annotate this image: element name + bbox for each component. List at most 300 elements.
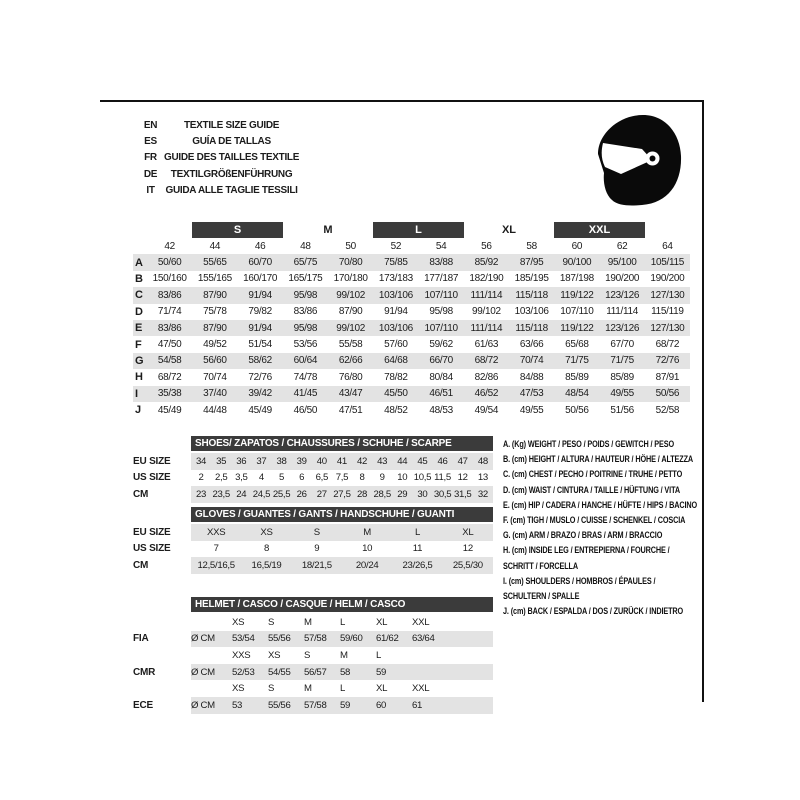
table-cell: 119/122 bbox=[560, 289, 594, 301]
table-cell: 72/76 bbox=[655, 355, 680, 367]
table-cell: Ø CM bbox=[191, 699, 215, 711]
table-cell: 127/130 bbox=[650, 289, 685, 301]
table-cell: XL bbox=[462, 526, 474, 538]
table-cell: 41/45 bbox=[293, 388, 318, 400]
table-row bbox=[133, 353, 690, 369]
table-cell bbox=[191, 614, 232, 631]
table-cell: 7 bbox=[213, 543, 219, 555]
table-cell: 47 bbox=[457, 455, 468, 467]
table-cell: 71/75 bbox=[610, 355, 634, 367]
language-table bbox=[137, 117, 299, 199]
table-cell: 66/70 bbox=[429, 355, 453, 367]
size-group-m: M bbox=[323, 224, 333, 236]
table-cell: L bbox=[340, 616, 346, 628]
table-cell: 45/49 bbox=[157, 404, 182, 416]
table-cell: E bbox=[135, 322, 143, 335]
table-cell: 90/100 bbox=[562, 257, 592, 269]
table-cell: 49/52 bbox=[203, 339, 227, 351]
table-cell: 44 bbox=[209, 240, 221, 252]
table-cell: 70/74 bbox=[203, 371, 227, 383]
table-cell: 51/54 bbox=[248, 339, 272, 351]
table-cell: 53/56 bbox=[293, 339, 318, 351]
table-cell: 63/66 bbox=[519, 339, 544, 351]
helmet-labels-table bbox=[133, 614, 191, 714]
table-cell: 107/110 bbox=[424, 322, 458, 334]
table-cell: TEXTILGRÖßENFÜHRUNG bbox=[170, 168, 293, 180]
table-cell: 95/100 bbox=[607, 257, 637, 269]
table-cell: 23 bbox=[196, 488, 207, 500]
table-cell: 70/74 bbox=[519, 355, 544, 367]
table-cell: 30,5 bbox=[433, 488, 452, 500]
table-cell: M bbox=[363, 526, 371, 538]
table-cell: 28 bbox=[357, 488, 368, 500]
table-cell bbox=[133, 238, 147, 254]
table-cell: 111/114 bbox=[606, 306, 639, 318]
table-cell: M bbox=[340, 649, 348, 661]
table-cell: 75/85 bbox=[384, 257, 408, 269]
table-cell: 59 bbox=[340, 699, 351, 711]
table-cell: 6,5 bbox=[315, 472, 329, 484]
table-cell: 50 bbox=[345, 240, 356, 252]
table-cell: 173/183 bbox=[378, 273, 413, 285]
table-cell: 54/58 bbox=[157, 355, 182, 367]
table-cell: 24,5 bbox=[252, 488, 271, 500]
size-group-s: S bbox=[192, 222, 283, 238]
table-cell: 62 bbox=[616, 240, 628, 252]
legend-item: J. (cm) BACK / ESPALDA / DOS / ZURÜCK / INDIETRO bbox=[503, 606, 684, 617]
gloves-labels-table bbox=[133, 524, 191, 574]
table-cell: J bbox=[135, 404, 141, 417]
table-cell: 56/60 bbox=[203, 355, 227, 367]
table-cell: 80/84 bbox=[429, 371, 453, 383]
table-cell: S bbox=[304, 649, 311, 661]
table-cell: 45 bbox=[417, 455, 428, 467]
table-cell: 46/50 bbox=[293, 404, 318, 416]
table-cell: 87/90 bbox=[338, 306, 363, 318]
table-row bbox=[133, 541, 191, 558]
table-cell bbox=[412, 664, 493, 681]
table-cell: 71/74 bbox=[157, 306, 182, 318]
table-row bbox=[133, 614, 191, 631]
table-cell: 2 bbox=[198, 472, 204, 484]
table-cell: 23/26,5 bbox=[402, 559, 433, 571]
table-cell: S bbox=[313, 526, 320, 538]
table-cell: 46/52 bbox=[474, 388, 499, 400]
table-cell: 119/122 bbox=[560, 322, 594, 334]
table-cell: 187/198 bbox=[559, 273, 594, 285]
legend-item: B. (cm) HEIGHT / ALTURA / HAUTEUR / HÖHE / ALTEZZA bbox=[503, 454, 694, 465]
table-row bbox=[137, 150, 299, 166]
table-row bbox=[137, 183, 299, 199]
table-cell: 54 bbox=[435, 240, 447, 252]
table-cell: 10 bbox=[362, 543, 373, 555]
helmet-title: HELMET / CASCO / CASQUE / HELM / CASCO bbox=[191, 597, 493, 612]
table-cell: 16,5/19 bbox=[251, 559, 282, 571]
table-cell: 60 bbox=[376, 699, 387, 711]
table-cell: 12 bbox=[462, 543, 473, 555]
measurement-legend bbox=[503, 437, 700, 619]
table-cell: 48/53 bbox=[429, 404, 453, 416]
helmet-row-labels bbox=[133, 614, 191, 714]
table-cell: 48 bbox=[300, 240, 311, 252]
table-cell: 2,5 bbox=[214, 472, 228, 484]
table-cell: 61/63 bbox=[474, 339, 499, 351]
shoes-title: SHOES/ ZAPATOS / CHAUSSURES / SCHUHE / SCARPE bbox=[191, 436, 493, 451]
table-cell: 58 bbox=[526, 240, 537, 252]
table-cell: C bbox=[135, 289, 143, 302]
table-cell: 107/110 bbox=[560, 306, 594, 318]
table-cell: XS bbox=[260, 526, 273, 538]
table-cell: 59/60 bbox=[340, 633, 363, 645]
table-cell: XS bbox=[232, 683, 245, 695]
table-cell: 123/126 bbox=[605, 322, 640, 334]
table-cell: 57/58 bbox=[304, 699, 327, 711]
size-group-row bbox=[133, 222, 690, 238]
table-cell: 37 bbox=[256, 455, 267, 467]
table-cell: 28,5 bbox=[373, 488, 391, 500]
table-cell: L bbox=[340, 683, 346, 695]
table-cell: TEXTILE SIZE GUIDE bbox=[183, 119, 280, 131]
table-row bbox=[191, 631, 493, 648]
table-cell: 91/94 bbox=[248, 322, 272, 334]
table-cell: 111/114 bbox=[470, 322, 503, 334]
table-row bbox=[133, 680, 191, 697]
table-cell: 34 bbox=[196, 455, 207, 467]
table-cell: 10 bbox=[397, 472, 408, 484]
legend-item: D. (cm) WAIST / CINTURA / TAILLE / HÜFTUNG / VITA bbox=[503, 484, 680, 495]
table-cell: 29 bbox=[397, 488, 408, 500]
table-cell: 84/88 bbox=[519, 371, 544, 383]
table-cell: 170/180 bbox=[333, 273, 368, 285]
table-cell: 52 bbox=[390, 240, 402, 252]
table-cell: XXL bbox=[412, 683, 430, 695]
table-cell: 105/115 bbox=[650, 257, 685, 269]
table-cell: 57/60 bbox=[384, 339, 408, 351]
table-cell: 103/106 bbox=[378, 322, 413, 334]
table-cell: 72/76 bbox=[248, 371, 272, 383]
language-list bbox=[137, 117, 299, 199]
table-row bbox=[137, 166, 299, 182]
table-cell: 123/126 bbox=[605, 289, 640, 301]
table-cell: 67/70 bbox=[610, 339, 634, 351]
table-cell: 50/60 bbox=[157, 257, 182, 269]
table-cell: 51/56 bbox=[610, 404, 634, 416]
gloves-title: GLOVES / GUANTES / GANTS / HANDSCHUHE / GUANTI bbox=[191, 507, 493, 522]
table-cell: 42 bbox=[357, 455, 368, 467]
table-cell: CM bbox=[133, 559, 149, 571]
table-cell bbox=[133, 680, 191, 697]
table-cell: 87/95 bbox=[519, 257, 544, 269]
table-cell: 41 bbox=[336, 455, 347, 467]
table-cell: 39/42 bbox=[248, 388, 272, 400]
table-cell: 83/86 bbox=[293, 306, 318, 318]
table-cell: 83/86 bbox=[157, 322, 182, 334]
table-cell: 76/80 bbox=[338, 371, 363, 383]
table-cell: 31,5 bbox=[453, 488, 472, 500]
table-cell: 62/66 bbox=[338, 355, 363, 367]
table-cell: XL bbox=[376, 616, 388, 628]
table-cell: 48/52 bbox=[384, 404, 408, 416]
table-cell: 111/114 bbox=[470, 289, 503, 301]
table-cell: 30 bbox=[417, 488, 428, 500]
shoes-row-labels bbox=[133, 453, 191, 503]
table-cell: 99/102 bbox=[471, 306, 501, 318]
table-cell: 85/89 bbox=[610, 371, 634, 383]
table-cell: 20/24 bbox=[355, 559, 379, 571]
table-cell: 35 bbox=[216, 455, 227, 467]
table-row bbox=[191, 486, 493, 503]
table-cell: Ø CM bbox=[191, 633, 215, 645]
table-cell: 47/50 bbox=[157, 339, 182, 351]
table-row bbox=[133, 486, 191, 503]
table-cell: 68/72 bbox=[655, 339, 680, 351]
table-cell: 43/47 bbox=[338, 388, 363, 400]
table-cell: GUIDE DES TAILLES TEXTILE bbox=[164, 152, 300, 164]
table-cell: 3,5 bbox=[235, 472, 248, 484]
table-row bbox=[133, 470, 191, 487]
table-cell: 103/106 bbox=[378, 289, 413, 301]
table-cell: FIA bbox=[133, 633, 149, 645]
table-row bbox=[191, 557, 493, 574]
table-cell: 55/56 bbox=[268, 699, 291, 711]
table-row bbox=[133, 647, 191, 664]
table-cell: 74/78 bbox=[293, 371, 318, 383]
shoes-table bbox=[191, 453, 493, 503]
legend-item: F. (cm) TIGH / MUSLO / CUISSE / SCHENKEL / COSCIA bbox=[503, 515, 686, 526]
table-row bbox=[191, 541, 493, 558]
table-cell: XXS bbox=[207, 526, 226, 538]
table-cell: DE bbox=[143, 168, 158, 180]
table-cell: 18/21,5 bbox=[301, 559, 332, 571]
table-cell: 190/200 bbox=[605, 273, 640, 285]
gloves-table bbox=[191, 524, 493, 574]
table-cell: B bbox=[135, 272, 143, 285]
table-cell: 63/64 bbox=[412, 633, 435, 645]
table-cell: 190/200 bbox=[650, 273, 685, 285]
table-cell: 64/68 bbox=[384, 355, 408, 367]
main-size-table bbox=[133, 238, 690, 418]
table-cell: 9 bbox=[314, 543, 320, 555]
table-cell: 9 bbox=[379, 472, 385, 484]
table-cell: 27 bbox=[316, 488, 327, 500]
table-cell: 150/160 bbox=[152, 273, 187, 285]
table-cell: 115/119 bbox=[651, 306, 684, 318]
table-row bbox=[133, 697, 191, 714]
table-cell: 82/86 bbox=[474, 371, 499, 383]
table-cell: 44/48 bbox=[203, 404, 227, 416]
table-cell: 13 bbox=[477, 472, 488, 484]
table-cell: 65/68 bbox=[565, 339, 589, 351]
table-cell bbox=[412, 647, 493, 664]
table-cell: 8 bbox=[263, 543, 270, 555]
table-cell: 83/88 bbox=[429, 257, 453, 269]
table-cell: H bbox=[135, 371, 143, 384]
table-cell: 60/70 bbox=[248, 257, 272, 269]
table-cell: 65/75 bbox=[293, 257, 318, 269]
table-cell: 95/98 bbox=[429, 306, 453, 318]
table-cell: XL bbox=[376, 683, 388, 695]
table-row bbox=[191, 697, 493, 714]
table-cell: 79/82 bbox=[248, 306, 272, 318]
table-cell: 24 bbox=[236, 488, 247, 500]
helmet-table bbox=[191, 614, 493, 714]
table-cell: 37/40 bbox=[203, 388, 227, 400]
table-cell: D bbox=[135, 305, 143, 318]
table-cell: 32 bbox=[477, 488, 488, 500]
helmet-section bbox=[133, 597, 493, 714]
table-cell: 7,5 bbox=[335, 472, 349, 484]
table-cell: 45/50 bbox=[384, 388, 408, 400]
table-cell: 46 bbox=[254, 240, 266, 252]
table-cell: 127/130 bbox=[650, 322, 685, 334]
table-cell: 95/98 bbox=[293, 322, 318, 334]
table-cell: 61/62 bbox=[376, 633, 399, 645]
table-cell: 26 bbox=[296, 488, 307, 500]
table-cell: 11,5 bbox=[434, 472, 451, 484]
legend-item: H. (cm) INSIDE LEG / ENTREPIERNA / FOURCHE / SCHRITT / FORCELLA bbox=[503, 545, 670, 571]
size-group-xl: XL bbox=[501, 224, 517, 236]
table-row bbox=[133, 557, 191, 574]
legend-item: G. (cm) ARM / BRAZO / BRAS / ARM / BRACCIO bbox=[503, 530, 663, 541]
table-row bbox=[133, 238, 690, 254]
table-cell: 44 bbox=[397, 455, 408, 467]
table-cell: 47/53 bbox=[519, 388, 544, 400]
table-cell: 68/72 bbox=[157, 371, 182, 383]
table-cell: FR bbox=[144, 152, 157, 164]
table-cell: 23,5 bbox=[212, 488, 230, 500]
table-cell: 68/72 bbox=[474, 355, 499, 367]
table-cell: XXL bbox=[412, 616, 430, 628]
table-cell: 103/106 bbox=[514, 306, 549, 318]
table-cell: F bbox=[135, 338, 142, 351]
table-row bbox=[133, 336, 690, 352]
table-row bbox=[133, 631, 191, 648]
table-cell: 5 bbox=[279, 472, 285, 484]
table-cell: M bbox=[304, 616, 312, 628]
table-cell bbox=[191, 680, 232, 697]
table-cell: 61 bbox=[412, 699, 423, 711]
table-cell: 87/91 bbox=[655, 371, 680, 383]
table-cell bbox=[133, 614, 191, 631]
table-row bbox=[133, 524, 191, 541]
table-cell: EN bbox=[143, 119, 158, 131]
table-cell: 54/55 bbox=[268, 666, 291, 678]
table-cell: 60/64 bbox=[293, 355, 318, 367]
table-cell: 39 bbox=[296, 455, 307, 467]
table-cell: 60 bbox=[571, 240, 583, 252]
legend-item: E. (cm) HIP / CADERA / HANCHE / HÜFTE / HIPS / BACINO bbox=[503, 499, 698, 510]
table-cell: 185/195 bbox=[514, 273, 549, 285]
table-cell bbox=[133, 647, 191, 664]
table-row bbox=[133, 271, 690, 287]
table-row bbox=[191, 524, 493, 541]
table-row bbox=[133, 453, 191, 470]
table-cell: 46/51 bbox=[429, 388, 453, 400]
table-cell: G bbox=[135, 354, 144, 367]
table-cell: 75/78 bbox=[203, 306, 227, 318]
table-cell: L bbox=[414, 526, 420, 538]
table-row bbox=[133, 386, 690, 402]
gloves-row-labels bbox=[133, 524, 191, 574]
table-cell: CMR bbox=[133, 666, 156, 678]
table-cell: XXS bbox=[232, 649, 251, 661]
table-cell: 25,5/30 bbox=[452, 559, 483, 571]
table-cell: 55/65 bbox=[203, 257, 227, 269]
table-cell: 8 bbox=[359, 472, 365, 484]
table-cell: 95/98 bbox=[293, 289, 318, 301]
table-cell: 25,5 bbox=[272, 488, 291, 500]
table-cell: 27,5 bbox=[333, 488, 351, 500]
table-cell: 155/165 bbox=[197, 273, 232, 285]
table-cell: 57/58 bbox=[304, 633, 327, 645]
table-cell: 40 bbox=[316, 455, 327, 467]
table-cell: Ø CM bbox=[191, 666, 215, 678]
table-cell: 55/58 bbox=[338, 339, 363, 351]
table-cell: 58 bbox=[340, 666, 351, 678]
table-cell bbox=[191, 647, 232, 664]
table-row bbox=[133, 664, 191, 681]
table-cell: 59/62 bbox=[429, 339, 453, 351]
table-cell: 177/187 bbox=[424, 273, 459, 285]
table-row bbox=[133, 304, 690, 320]
legend-item: C. (cm) CHEST / PECHO / POITRINE / TRUHE / PETTO bbox=[503, 469, 683, 480]
gloves-section bbox=[133, 507, 493, 574]
table-cell: 52/58 bbox=[655, 404, 680, 416]
table-cell: 107/110 bbox=[424, 289, 458, 301]
table-cell: GUÍA DE TALLAS bbox=[192, 136, 271, 148]
table-cell: 6 bbox=[299, 472, 305, 484]
table-cell: 160/170 bbox=[243, 273, 278, 285]
table-row bbox=[191, 614, 493, 631]
table-cell: 49/54 bbox=[474, 404, 499, 416]
table-cell: 53 bbox=[232, 699, 243, 711]
table-cell: 56 bbox=[481, 240, 492, 252]
table-row bbox=[133, 320, 690, 336]
table-cell: 11 bbox=[412, 543, 423, 555]
table-cell: 50/56 bbox=[565, 404, 589, 416]
table-cell: 78/82 bbox=[384, 371, 408, 383]
table-cell: 45/49 bbox=[248, 404, 272, 416]
table-cell: 87/90 bbox=[203, 289, 227, 301]
table-cell: 49/55 bbox=[519, 404, 544, 416]
table-cell: 10,5 bbox=[413, 472, 432, 484]
table-cell: 42 bbox=[164, 240, 175, 252]
table-cell: XS bbox=[268, 649, 281, 661]
table-cell: A bbox=[135, 256, 143, 269]
table-cell: 70/80 bbox=[338, 257, 363, 269]
table-cell: 165/175 bbox=[288, 273, 323, 285]
table-cell: CM bbox=[133, 488, 149, 500]
table-cell: 85/92 bbox=[474, 257, 499, 269]
table-row bbox=[133, 369, 690, 385]
table-cell: 87/90 bbox=[203, 322, 227, 334]
table-cell: XS bbox=[232, 616, 245, 628]
table-cell: 38 bbox=[276, 455, 287, 467]
shoes-section bbox=[133, 436, 493, 503]
table-cell: L bbox=[376, 649, 382, 661]
table-row bbox=[133, 402, 690, 418]
table-cell: IT bbox=[146, 185, 155, 197]
table-cell: GUIDA ALLE TAGLIE TESSILI bbox=[165, 185, 298, 197]
table-cell: EU SIZE bbox=[133, 526, 171, 538]
table-row bbox=[133, 254, 690, 270]
table-cell: 115/118 bbox=[515, 289, 548, 301]
size-group-l: L bbox=[373, 222, 464, 238]
table-cell: 53/54 bbox=[232, 633, 255, 645]
table-cell: 35/38 bbox=[157, 388, 182, 400]
table-cell: 85/89 bbox=[565, 371, 589, 383]
table-cell: M bbox=[304, 683, 312, 695]
